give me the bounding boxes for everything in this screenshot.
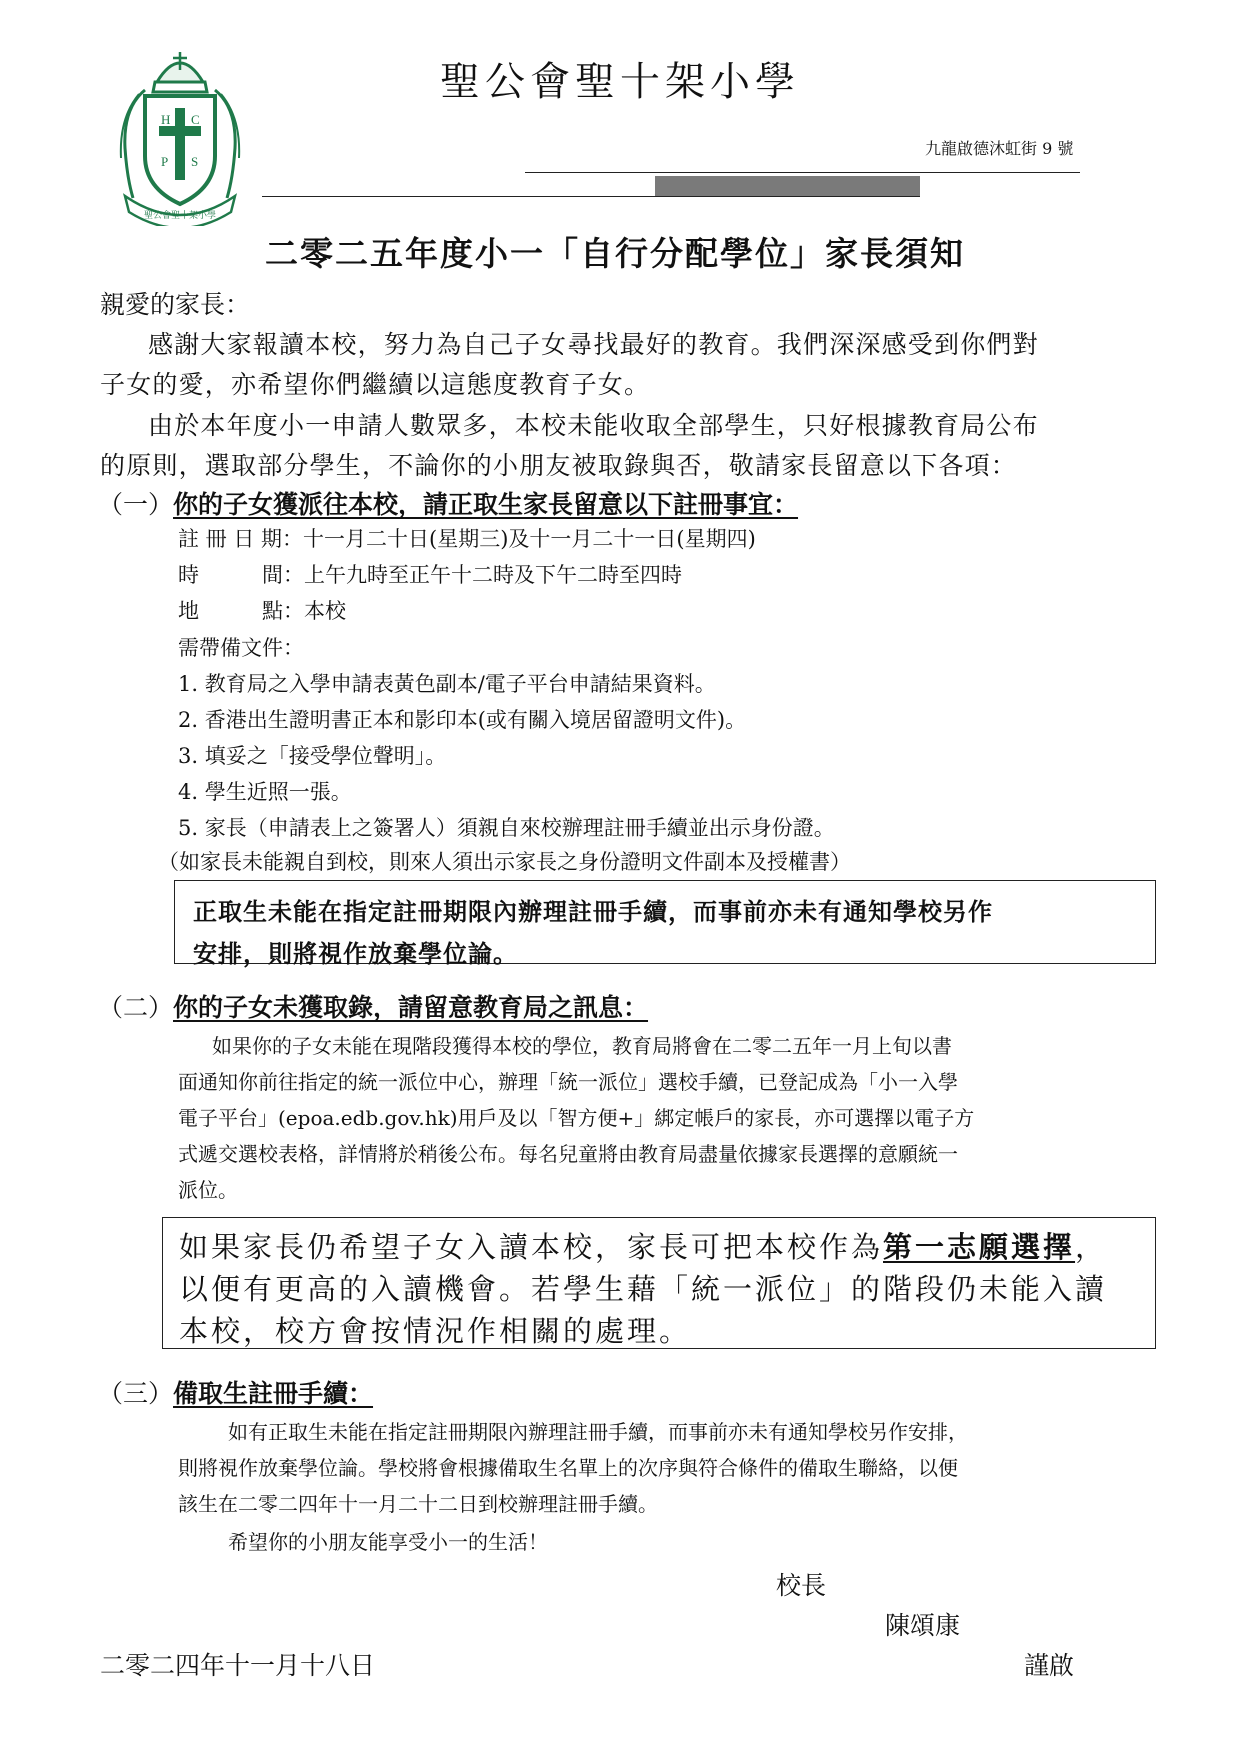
section-2-line-1: 如果你的子女未能在現階段獲得本校的學位，教育局將會在二零二五年一月上旬以書 xyxy=(212,1034,952,1058)
document-item-5: 5. 家長（申請表上之簽署人）須親自來校辦理註冊手續並出示身份證。 xyxy=(178,816,835,840)
header-grey-bar xyxy=(655,176,920,196)
section-3-title: 備取生註冊手續： xyxy=(173,1379,374,1408)
section-3-line-1: 如有正取生未能在指定註冊期限內辦理註冊手續，而事前亦未有通知學校另作安排， xyxy=(228,1420,968,1444)
first-choice-advice-box xyxy=(162,1217,1156,1349)
section-2-line-5: 派位。 xyxy=(178,1178,238,1202)
section-2-line-3: 電子平台」(epoa.edb.gov.hk)用戶及以「智方便+」綁定帳戶的家長，亦可選擇以電子方 xyxy=(178,1106,975,1130)
section-2-heading xyxy=(98,988,648,1024)
advice-line-1-end: ， xyxy=(1075,1230,1108,1264)
registration-place-value: 本校 xyxy=(304,599,346,623)
registration-date xyxy=(178,523,756,553)
logo-letter-c: C xyxy=(191,112,200,127)
document-title: 二零二五年度小一「自行分配學位」家長須知 xyxy=(265,234,965,273)
intro-line-3: 由於本年度小一申請人數眾多，本校未能收取全部學生，只好根據教育局公布 xyxy=(148,411,1039,440)
documents-label: 需帶備文件： xyxy=(178,636,304,660)
section-1-marker: （一） xyxy=(98,490,174,519)
registration-date-value: 十一月二十日(星期三)及十一月二十一日(星期四) xyxy=(303,527,756,551)
header-rule-lower xyxy=(262,196,920,197)
registration-warning-line-1: 正取生未能在指定註冊期限內辦理註冊手續，而事前亦未有通知學校另作 xyxy=(193,897,993,926)
registration-warning-line-2: 安排，則將視作放棄學位論。 xyxy=(193,939,518,968)
advice-line-1-start: 如果家長仍希望子女入讀本校，家長可把本校作為 xyxy=(179,1230,884,1264)
advice-line-1 xyxy=(179,1226,1145,1268)
school-crest-logo xyxy=(115,48,245,226)
school-address: 九龍啟德沐虹街 9 號 xyxy=(925,139,1074,158)
document-item-3: 3. 填妥之「接受學位聲明」。 xyxy=(178,744,447,768)
registration-date-label: 註 冊 日 期： xyxy=(178,527,304,551)
logo-banner-text: 聖公會聖十架小學 xyxy=(143,211,217,221)
logo-letter-h: H xyxy=(161,112,171,127)
registration-time-value: 上午九時至正午十二時及下午二時至四時 xyxy=(304,563,682,587)
document-item-1: 1. 教育局之入學申請表黃色副本/電子平台申請結果資料。 xyxy=(178,672,716,696)
registration-time xyxy=(178,559,682,589)
authorization-note: （如家長未能親自到校，則來人須出示家長之身份證明文件副本及授權書） xyxy=(158,850,851,874)
section-3-marker: （三） xyxy=(98,1379,174,1408)
school-name: 聖公會聖十架小學 xyxy=(440,59,800,105)
sign-off: 謹啟 xyxy=(1024,1651,1075,1680)
section-2-title: 你的子女未獲取錄，請留意教育局之訊息： xyxy=(173,993,649,1022)
advice-line-3: 本校，校方會按情況作相關的處理。 xyxy=(179,1314,692,1348)
section-1-heading xyxy=(98,485,798,521)
registration-warning-box xyxy=(174,880,1156,968)
letter-date: 二零二四年十一月十八日 xyxy=(100,1651,376,1680)
salutation: 親愛的家長： xyxy=(100,290,251,319)
first-choice-emphasis: 第一志願選擇 xyxy=(883,1230,1076,1264)
closing-wish: 希望你的小朋友能享受小一的生活！ xyxy=(228,1530,548,1554)
intro-line-4: 的原則，選取部分學生，不論你的小朋友被取錄與否，敬請家長留意以下各項： xyxy=(100,451,1018,480)
section-2-marker: （二） xyxy=(98,993,174,1022)
section-3-line-3: 該生在二零二四年十一月二十二日到校辦理註冊手續。 xyxy=(178,1492,658,1516)
intro-line-2: 子女的愛，亦希望你們繼續以這態度教育子女。 xyxy=(100,370,651,399)
section-1-title: 你的子女獲派往本校，請正取生家長留意以下註冊事宜： xyxy=(173,490,799,519)
registration-place-label: 地 點： xyxy=(178,599,304,623)
section-3-line-2: 則將視作放棄學位論。學校將會根據備取生名單上的次序與符合條件的備取生聯絡，以便 xyxy=(178,1456,958,1480)
principal-name: 陳頌康 xyxy=(885,1611,961,1640)
logo-letter-s: S xyxy=(191,154,199,169)
header-rule-upper xyxy=(525,172,1080,173)
section-3-heading xyxy=(98,1374,373,1410)
section-2-line-2: 面通知你前往指定的統一派位中心，辦理「統一派位」選校手續，已登記成為「小一入學 xyxy=(178,1070,958,1094)
section-2-line-4: 式遞交選校表格，詳情將於稍後公布。每名兒童將由教育局盡量依據家長選擇的意願統一 xyxy=(178,1142,958,1166)
document-item-2: 2. 香港出生證明書正本和影印本(或有關入境居留證明文件)。 xyxy=(178,708,747,732)
advice-line-2: 以便有更高的入讀機會。若學生藉「統一派位」的階段仍未能入讀 xyxy=(179,1272,1108,1306)
document-item-4: 4. 學生近照一張。 xyxy=(178,780,352,804)
registration-place xyxy=(178,595,346,625)
intro-line-1: 感謝大家報讀本校，努力為自己子女尋找最好的教育。我們深深感受到你們對 xyxy=(148,330,1039,359)
principal-title: 校長 xyxy=(776,1571,827,1600)
registration-time-label: 時 間： xyxy=(178,563,304,587)
logo-letter-p: P xyxy=(161,154,169,169)
